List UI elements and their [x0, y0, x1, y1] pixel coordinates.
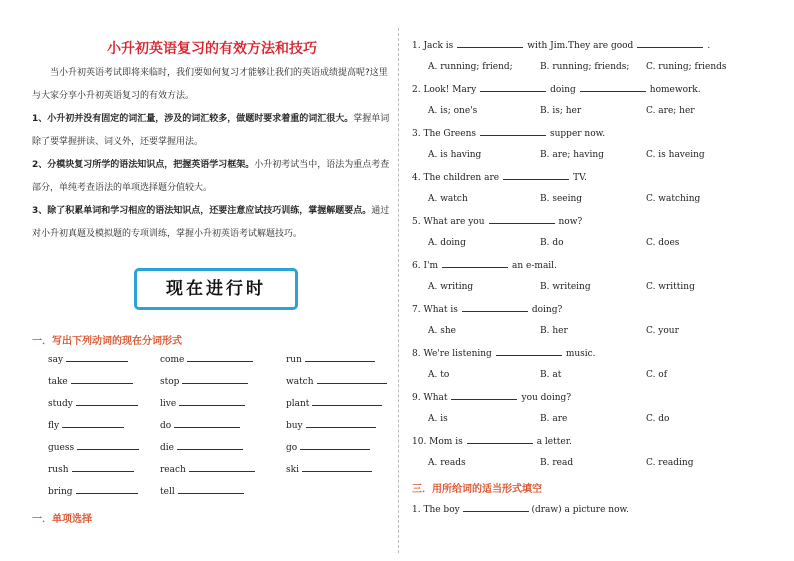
part3-heading: 三．用所给词的适当形式填空 — [412, 484, 542, 495]
answer-blank[interactable] — [77, 440, 139, 450]
part2-heading: 一．单项选择 — [32, 514, 92, 525]
answer-option[interactable]: B. her — [540, 326, 568, 336]
verb-item — [160, 374, 248, 387]
answer-option[interactable]: B. read — [540, 458, 574, 468]
answer-option[interactable]: A. doing — [428, 238, 466, 248]
question-item — [412, 126, 782, 170]
fill-q1-pre: 1. The boy — [412, 505, 460, 515]
answer-option[interactable]: C. your — [646, 326, 679, 336]
question-text — [412, 390, 571, 403]
verb-word: guess — [48, 443, 75, 453]
question-pre: 3. The Greens — [412, 129, 476, 139]
question-pre: 10. Mom is — [412, 437, 463, 447]
answer-blank[interactable] — [467, 434, 533, 444]
answer-option[interactable]: C. is haveing — [646, 150, 705, 160]
column-divider — [398, 28, 399, 553]
verb-word: plant — [286, 399, 310, 409]
answer-option[interactable]: B. running; friends; — [540, 62, 630, 72]
verb-item — [160, 396, 245, 409]
answer-blank[interactable] — [442, 258, 508, 268]
question-mid: with Jim.They are good — [527, 41, 634, 51]
answer-option[interactable]: B. do — [540, 238, 564, 248]
question-mid: an e-mail. — [512, 261, 557, 271]
question-mid: now? — [558, 217, 583, 227]
answer-blank[interactable] — [306, 418, 376, 428]
question-text — [412, 346, 596, 359]
answer-option[interactable]: B. are — [540, 414, 568, 424]
answer-option[interactable]: A. writing — [428, 282, 474, 292]
answer-blank[interactable] — [178, 484, 244, 494]
question-item — [412, 38, 782, 82]
tip-1 — [32, 108, 392, 154]
answer-blank[interactable] — [462, 302, 528, 312]
verb-item — [48, 440, 139, 453]
answer-option[interactable]: C. watching — [646, 194, 701, 204]
answer-blank[interactable] — [480, 126, 546, 136]
verb-row — [48, 440, 398, 462]
question-text — [412, 170, 587, 183]
document-title: 小升初英语复习的有效方法和技巧 — [107, 41, 317, 57]
question-text — [412, 214, 582, 227]
verb-item — [160, 462, 255, 475]
question-pre: 5. What are you — [412, 217, 485, 227]
answer-blank[interactable] — [480, 82, 546, 92]
question-text — [412, 258, 557, 271]
answer-option[interactable]: C. reading — [646, 458, 694, 468]
answer-option[interactable]: B. at — [540, 370, 562, 380]
question-list — [412, 38, 782, 478]
question-mid: doing — [550, 85, 576, 95]
verb-item — [160, 418, 240, 431]
verb-word: die — [160, 443, 174, 453]
answer-option[interactable]: A. watch — [428, 194, 468, 204]
tip-1-text: 掌握单词除了要掌握拼读、词义外，还要掌握用法。 — [32, 114, 390, 147]
fill-q1-post: (draw) a picture now. — [531, 505, 629, 515]
answer-blank[interactable] — [62, 418, 124, 428]
verb-word: ski — [286, 465, 299, 475]
answer-blank[interactable] — [300, 440, 370, 450]
verb-row — [48, 374, 398, 396]
answer-option[interactable]: C. do — [646, 414, 670, 424]
verb-grid — [48, 352, 398, 506]
verb-word: bring — [48, 487, 73, 497]
question-text — [412, 82, 701, 95]
answer-blank[interactable] — [312, 396, 382, 406]
answer-option[interactable]: A. is — [428, 414, 448, 424]
answer-blank[interactable] — [182, 374, 248, 384]
verb-item — [160, 440, 243, 453]
answer-option[interactable]: C. are; her — [646, 106, 695, 116]
answer-blank[interactable] — [179, 396, 245, 406]
verb-word: watch — [286, 377, 314, 387]
intro-paragraph: 当小升初英语考试即将来临时，我们要如何复习才能够让我们的英语成绩提高呢?这里与大家分享小升初英语复习的有效方法。 — [32, 68, 388, 101]
answer-blank[interactable] — [305, 352, 375, 362]
answer-blank[interactable] — [71, 374, 133, 384]
question-item — [412, 258, 782, 302]
verb-item — [286, 440, 370, 453]
question-text — [412, 38, 710, 51]
answer-blank[interactable] — [187, 352, 253, 362]
answer-option[interactable]: C. runing; friends — [646, 62, 727, 72]
verb-item — [48, 396, 138, 409]
verb-item — [286, 374, 387, 387]
question-text — [412, 126, 605, 139]
question-text — [412, 434, 572, 447]
question-mid: you doing? — [521, 393, 572, 403]
answer-blank[interactable] — [189, 462, 255, 472]
question-mid: supper now. — [550, 129, 606, 139]
verb-word: run — [286, 355, 302, 365]
answer-blank[interactable] — [457, 38, 523, 48]
question-item — [412, 346, 782, 390]
answer-option[interactable]: B. are; having — [540, 150, 604, 160]
verb-item — [286, 396, 382, 409]
verb-word: say — [48, 355, 64, 365]
part1-heading: 一．写出下列动词的现在分词形式 — [32, 336, 182, 347]
answer-blank[interactable] — [76, 484, 138, 494]
verb-item — [48, 462, 134, 475]
verb-word: buy — [286, 421, 303, 431]
answer-option[interactable]: A. is having — [428, 150, 482, 160]
question-post: . — [707, 41, 711, 51]
verb-word: rush — [48, 465, 69, 475]
question-item — [412, 302, 782, 346]
verb-word: take — [48, 377, 68, 387]
question-item — [412, 390, 782, 434]
answer-blank[interactable] — [637, 38, 703, 48]
fill-question-1 — [412, 502, 629, 515]
verb-word: do — [160, 421, 172, 431]
question-mid: a letter. — [536, 437, 572, 447]
verb-word: tell — [160, 487, 175, 497]
question-mid: music. — [565, 349, 596, 359]
answer-option[interactable]: C. does — [646, 238, 680, 248]
verb-word: go — [286, 443, 298, 453]
answer-option[interactable]: A. is; one's — [428, 106, 478, 116]
answer-option[interactable]: B. writeing — [540, 282, 591, 292]
question-text — [412, 302, 562, 315]
section-title-box: 现在进行时 — [134, 268, 298, 310]
verb-item — [160, 352, 253, 365]
verb-row — [48, 396, 398, 418]
verb-word: come — [160, 355, 185, 365]
verb-word: stop — [160, 377, 180, 387]
tip-2-text: 小升初考试当中，语法为重点考查部分，单纯考查语法的单项选择题分值较大。 — [32, 160, 390, 193]
verb-item — [48, 484, 138, 497]
question-post: homework. — [649, 85, 701, 95]
answer-blank[interactable] — [174, 418, 240, 428]
verb-item — [160, 484, 244, 497]
verb-item — [286, 352, 375, 365]
verb-word: reach — [160, 465, 186, 475]
question-item — [412, 214, 782, 258]
question-pre: 2. Look! Mary — [412, 85, 477, 95]
answer-option[interactable]: B. seeing — [540, 194, 583, 204]
tip-2-bold: 2、分模块复习所学的语法知识点，把握英语学习框架。 — [32, 160, 255, 170]
fill-q1-blank[interactable] — [463, 502, 529, 512]
tip-3-text: 通过对小升初真题及模拟题的专项训练，掌握小升初英语考试解题技巧。 — [32, 206, 390, 239]
tip-3-bold: 3、除了积累单词和学习相应的语法知识点，还要注意应试技巧训练，掌握解题要点。 — [32, 206, 372, 216]
answer-option[interactable]: C. of — [646, 370, 668, 380]
verb-row — [48, 462, 398, 484]
question-item — [412, 434, 782, 478]
verb-row — [48, 484, 398, 506]
verb-item — [48, 374, 133, 387]
verb-item — [48, 418, 124, 431]
verb-word: study — [48, 399, 73, 409]
verb-item — [48, 352, 128, 365]
question-pre: 7. What is — [412, 305, 458, 315]
answer-option[interactable]: A. she — [428, 326, 456, 336]
answer-option[interactable]: A. running; friend; — [428, 62, 513, 72]
verb-word: live — [160, 399, 177, 409]
question-pre: 6. I'm — [412, 261, 439, 271]
answer-option[interactable]: B. is; her — [540, 106, 582, 116]
answer-blank[interactable] — [580, 82, 646, 92]
verb-row — [48, 352, 398, 374]
answer-option[interactable]: C. writting — [646, 282, 695, 292]
answer-blank[interactable] — [302, 462, 372, 472]
verb-item — [286, 462, 372, 475]
question-mid: doing? — [531, 305, 563, 315]
answer-blank[interactable] — [76, 396, 138, 406]
question-pre: 9. What — [412, 393, 448, 403]
verb-word: fly — [48, 421, 60, 431]
question-pre: 4. The children are — [412, 173, 500, 183]
verb-item — [286, 418, 376, 431]
answer-blank[interactable] — [496, 346, 562, 356]
answer-option[interactable]: A. reads — [428, 458, 466, 468]
question-item — [412, 82, 782, 126]
answer-blank[interactable] — [66, 352, 128, 362]
answer-blank[interactable] — [177, 440, 243, 450]
tip-1-bold: 1、小升初并没有固定的词汇量，涉及的词汇较多，做题时要求着重的词汇很大。 — [32, 114, 354, 124]
question-pre: 8. We're listening — [412, 349, 492, 359]
question-mid: TV. — [573, 173, 587, 183]
tip-3 — [32, 200, 392, 246]
answer-option[interactable]: A. to — [428, 370, 450, 380]
right-column — [412, 0, 782, 561]
answer-blank[interactable] — [451, 390, 517, 400]
answer-blank[interactable] — [72, 462, 134, 472]
tip-2 — [32, 154, 392, 200]
question-pre: 1. Jack is — [412, 41, 454, 51]
question-item — [412, 170, 782, 214]
answer-blank[interactable] — [503, 170, 569, 180]
left-column — [32, 0, 392, 561]
verb-row — [48, 418, 398, 440]
answer-blank[interactable] — [317, 374, 387, 384]
answer-blank[interactable] — [489, 214, 555, 224]
